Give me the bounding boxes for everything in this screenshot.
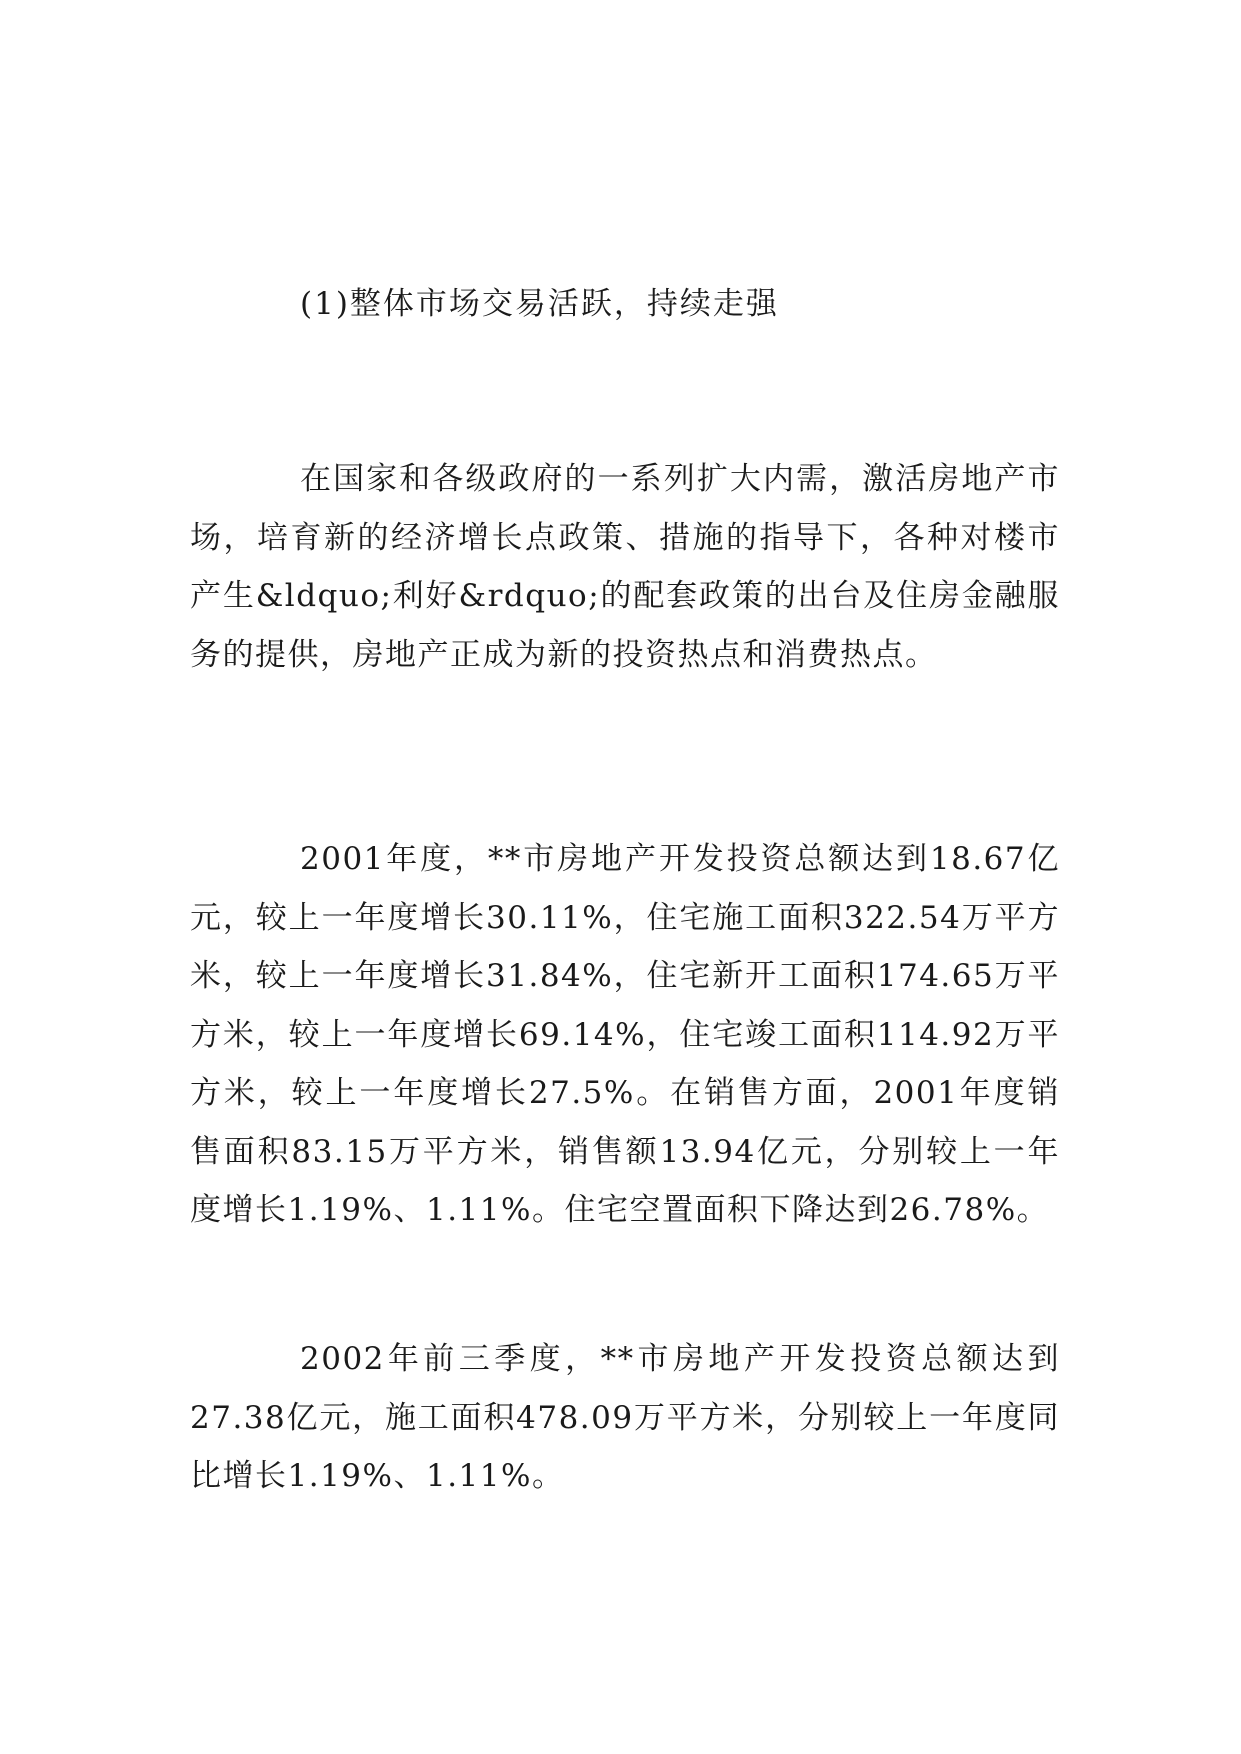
section-heading: (1)整体市场交易活跃，持续走强	[300, 286, 779, 322]
paragraph-2001-statistics: 2001年度，**市房地产开发投资总额达到18.67亿元，较上一年度增长30.11%，住宅施工面积322.54万平方米，较上一年度增长31.84%，住宅新开工面积174.65万平方米，较上一年度增长69.14%，住宅竣工面积114.92万平方米，较上一年度增长27.5%。在销售方面，2001年度销售面积83.15万平方米，销售额13.94亿元，分别较上一年度增长1.19%、1.11%。住宅空置面积下降达到26.78%。	[190, 841, 1060, 1228]
paragraph-2002-statistics: 2002年前三季度，**市房地产开发投资总额达到27.38亿元，施工面积478.09万平方米，分别较上一年度同比增长1.19%、1.11%。	[190, 1341, 1060, 1494]
paragraph-market-policy: 在国家和各级政府的一系列扩大内需，激活房地产市场，培育新的经济增长点政策、措施的指导下，各种对楼市产生&ldquo;利好&rdquo;的配套政策的出台及住房金融服务的提供，房地产正成为新的投资热点和消费热点。	[190, 461, 1060, 673]
